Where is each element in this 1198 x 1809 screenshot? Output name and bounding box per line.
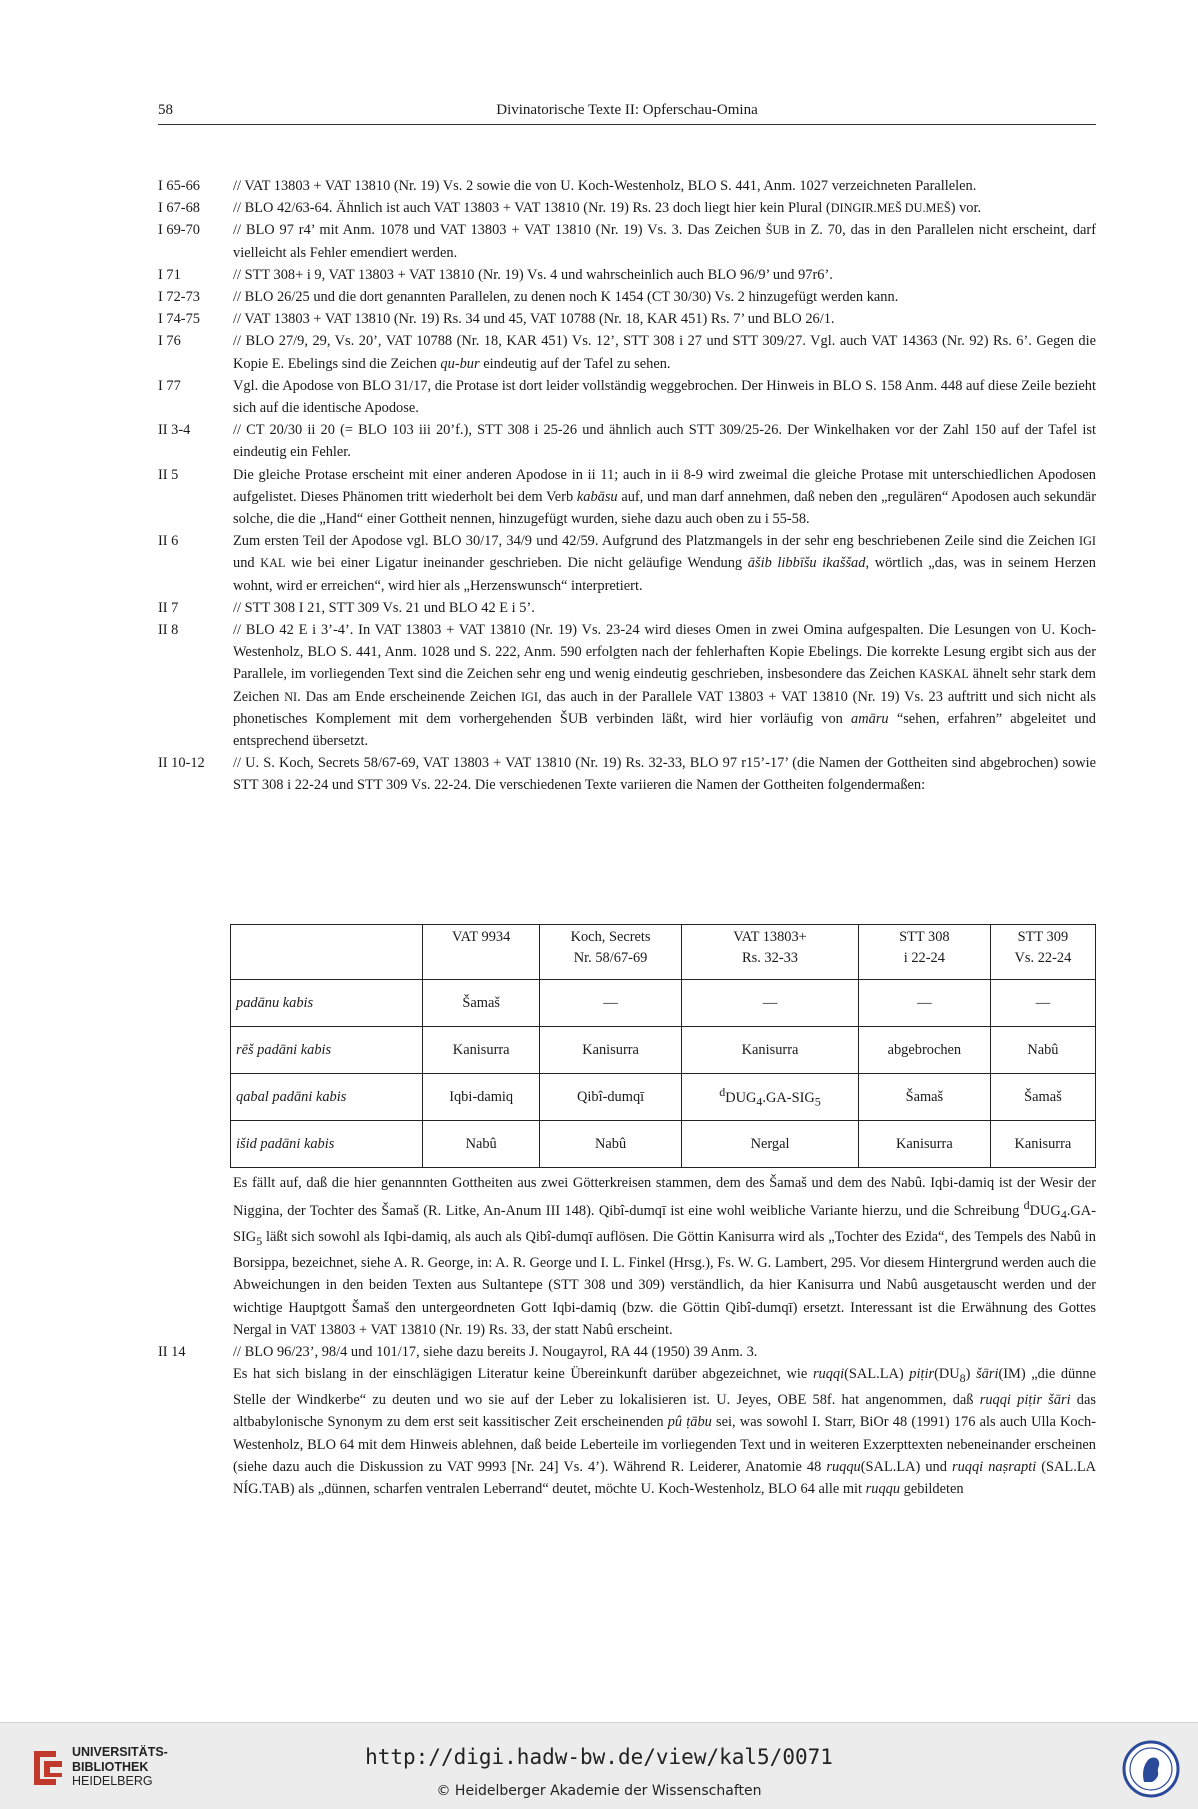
table-cell: $^dDUG_4.GA-SIG_5$	[682, 1074, 859, 1121]
entry-text: // STT 308 I 21, STT 309 Vs. 21 und BLO 42 E i 5’.	[233, 599, 535, 616]
table-row	[231, 980, 1096, 1027]
commentary-entry	[158, 308, 1096, 330]
table-cell: Nergal	[682, 1121, 859, 1168]
commentary-entry	[158, 219, 1096, 263]
entry-text: // VAT 13803 + VAT 13810 (Nr. 19) Rs. 34 und 45, VAT 10788 (Nr. 18, KAR 451) Rs. 7’ und BLO 26/1.	[233, 311, 835, 328]
running-title: Divinatorische Texte II: Opferschau-Omina	[496, 102, 758, 118]
table-cell: —	[539, 980, 681, 1027]
commentary-entry	[158, 264, 1096, 286]
digitization-footer	[0, 1722, 1198, 1809]
entry-reference: I 76	[158, 333, 181, 350]
entry-text: Die gleiche Protase erscheint mit einer anderen Apodose in ii 11; auch in ii 8-9 wird zweimal die gleiche Protase mit unterschiedlichen Apodosen aufgelistet. Dieses Phänomen tritt wiederholt bei dem Verb kabāsu auf, und man darf annehmen, daß neben den „regulären“ Apodosen auch sekundär solche, die die „Hand“ einer Gottheit nennen, hinzugefügt wurden, siehe dazu auch oben zu i 55-58.	[233, 466, 1096, 528]
table-cell: Kanisurra	[858, 1121, 990, 1168]
table-cell: Šamaš	[423, 980, 540, 1027]
table-cell: Nabû	[990, 1027, 1095, 1074]
commentary-entry	[158, 419, 1096, 463]
entry-text: // BLO 26/25 und die dort genannten Parallelen, zu denen noch K 1454 (CT 30/30) Vs. 2 hinzugefügt werden kann.	[233, 289, 899, 306]
commentary-entry	[158, 197, 1096, 219]
table-header-corner	[231, 925, 423, 980]
table-header-row	[231, 925, 1096, 980]
entry-reference: II 6	[158, 533, 179, 550]
table-cell: —	[682, 980, 859, 1027]
entry-reference: II 10-12	[158, 755, 205, 772]
table-header-cell: STT 308 i 22-24	[858, 925, 990, 980]
entry-reference: II 7	[158, 599, 179, 616]
entry-reference: I 65-66	[158, 178, 200, 194]
commentary-entry	[158, 175, 1096, 197]
commentary-entry	[158, 330, 1096, 374]
table-cell: Kanisurra	[682, 1027, 859, 1074]
commentary-entry	[158, 464, 1096, 531]
commentary-entry	[158, 752, 1096, 796]
entry-text: Vgl. die Apodose von BLO 31/17, die Protase ist dort leider vollständig weggebrochen. Der Hinweis in BLO S. 158 Anm. 448 auf diese Zeile bezieht sich auf die identische Apodose.	[233, 377, 1096, 417]
table-row-label: padānu kabis	[231, 980, 423, 1027]
entry-text: // BLO 42/63-64. Ähnlich ist auch VAT 13803 + VAT 13810 (Nr. 19) Rs. 23 doch liegt hier kein Plural (DINGIR.MEŠ DU.MEŠ) vor.	[233, 200, 982, 217]
table-body	[231, 980, 1096, 1168]
library-name-line-2: BIBLIOTHEK	[72, 1759, 149, 1774]
entry-text: // BLO 27/9, 29, Vs. 20’, VAT 10788 (Nr. 18, KAR 451) Vs. 12’, STT 308 i 27 und STT 309/27. Vgl. auch VAT 14363 (Nr. 92) Rs. 6’. Gegen die Kopie E. Ebelings sind die Zeichen qu-bur eindeutig auf der Tafel zu sehen.	[233, 333, 1096, 372]
table-row	[231, 1121, 1096, 1168]
table-cell: abgebrochen	[858, 1027, 990, 1074]
commentary-entry	[158, 530, 1096, 597]
table-cell: Qibî-dumqī	[539, 1074, 681, 1121]
entry-reference: I 69-70	[158, 222, 200, 239]
paragraph-after-table: Es fällt auf, daß die hier genannnten Gottheiten aus zwei Götterkreisen stammen, dem des Šamaš und dem des Nabû. Iqbi-damiq ist der Wesir der Niggina, der Tochter des Šamaš (R. Litke, An-Anum III 148). Qibî-dumqī ist eine wohl weibliche Variante hierzu, und die Schreibung $^dDUG_4.GA-SIG_5$ läßt sich sowohl als Iqbi-damiq, als auch als Qibî-dumqī auflösen. Die Göttin Kanisurra wird als „Tochter des Ezida“, des Tempels des Nabû in Borsippa, bezeichnet, siehe A. R. George, in: A. R. George und I. L. Finkel (Hrsg.), Fs. W. G. Lambert, 295. Vor diesem Hintergrund werden auch die Abweichungen in den beiden Texten aus Sultantepe (STT 308 und 309) verständlich, da hier Kanisurra und Nabû ausgetauscht werden und der wichtige Hauptgott Šamaš den untergeordneten Gott Iqbi-damiq (bzw. die Göttin Qibî-dumqī) ersetzt. Interessant ist die Erwähnung des Gottes Nergal in VAT 13803 + VAT 13810 (Nr. 19) Rs. 33, der statt Nabû erscheint.	[233, 1175, 1096, 1338]
table-cell: —	[858, 980, 990, 1027]
entry-text: Zum ersten Teil der Apodose vgl. BLO 30/17, 34/9 und 42/59. Aufgrund des Platzmangels in der sehr eng beschriebenen Zeile sind die Zeichen IGI und KAL wie bei einer Ligatur ineinander geschrieben. Die nicht geläufige Wendung āšib libbīšu ikaššad, wörtlich „das, was in seinem Herzen wohnt, wird er erreichen“, wird hier als „Herzenswunsch“ interpretiert.	[233, 533, 1096, 594]
entry-text	[233, 1341, 1096, 1500]
commentary-entries	[158, 175, 1096, 797]
table-cell: Šamaš	[990, 1074, 1095, 1121]
table-cell: Kanisurra	[539, 1027, 681, 1074]
table-cell: —	[990, 980, 1095, 1027]
table-cell: Nabû	[539, 1121, 681, 1168]
entry-reference: II 14	[158, 1343, 186, 1360]
entry-reference: I 77	[158, 377, 181, 394]
commentary-entry-ii14	[158, 1341, 1096, 1500]
entry-text: // BLO 97 r4’ mit Anm. 1078 und VAT 13803 + VAT 13810 (Nr. 19) Vs. 3. Das Zeichen ŠUB in Z. 70, das in den Parallelen nicht erscheint, darf vielleicht als Fehler emendiert werden.	[233, 222, 1096, 261]
entry-paragraph: Es hat sich bislang in der einschlägigen Literatur keine Übereinkunft darüber abgezeichnet, wie ruqqi(SAL.LA) $piṭir(DU_8)$ šāri(IM) „die dünne Stelle der Windkerbe“ zu deuten und wo sie auf der Leber zu lokalisieren ist. U. Jeyes, OBE 58f. hat angenommen, daß ruqqi piṭir šāri das altbabylonische Synonym zu dem erst seit kassitischer Zeit erscheinenden pû ṭābu sei, was sowohl I. Starr, BiOr 48 (1991) 176 als auch Ulla Koch-Westenholz, BLO 64 mit dem Hinweis ablehnen, daß beide Leberteile im vorliegenden Text und in weiteren Exzerpttexten nebeneinander erscheinen (siehe dazu auch die Diskussion zu VAT 9993 [Nr. 24] Vs. 4’). Während R. Leiderer, Anatomie 48 ruqqu(SAL.LA) und ruqqi naṣrapti (SAL.LA NÍG.TAB) als „dünnen, scharfen ventralen Leberrand“ deutet, möchte U. Koch-Westenholz, BLO 64 alle mit ruqqu gebildeten	[233, 1366, 1097, 1498]
commentary-entry	[158, 619, 1096, 752]
entry-reference: I 74-75	[158, 311, 200, 328]
table-cell: Kanisurra	[990, 1121, 1095, 1168]
academy-seal-icon	[1122, 1740, 1180, 1798]
table-row-label: rēš padāni kabis	[231, 1027, 423, 1074]
table-cell: Kanisurra	[423, 1027, 540, 1074]
gods-comparison-table	[230, 924, 1096, 1168]
entry-reference: II 8	[158, 622, 179, 639]
copyright-notice: © Heidelberger Akademie der Wissenschaften	[436, 1783, 762, 1799]
table-header-cell: VAT 13803+ Rs. 32-33	[682, 925, 859, 980]
table-cell: Nabû	[423, 1121, 540, 1168]
gods-table-wrapper	[230, 924, 1096, 1168]
entry-text: // CT 20/30 ii 20 (= BLO 103 iii 20’f.), STT 308 i 25-26 und ähnlich auch STT 309/25-26. Der Winkelhaken vor der Zahl 150 auf der Tafel ist eindeutig ein Fehler.	[233, 422, 1096, 461]
lower-text	[158, 1172, 1096, 1500]
table-header-cell: STT 309 Vs. 22-24	[990, 925, 1095, 980]
table-header-cell: Koch, Secrets Nr. 58/67-69	[539, 925, 681, 980]
entry-reference: II 3-4	[158, 422, 191, 439]
entry-text: // VAT 13803 + VAT 13810 (Nr. 19) Vs. 2 sowie die von U. Koch-Westenholz, BLO S. 441, Anm. 1027 verzeichneten Parallelen.	[233, 178, 977, 194]
running-header	[158, 102, 1096, 125]
library-name-line-1: UNIVERSITÄTS-	[72, 1745, 168, 1759]
table-header-cell: VAT 9934	[423, 925, 540, 980]
entry-reference: I 72-73	[158, 289, 200, 306]
table-cell: Iqbi-damiq	[423, 1074, 540, 1121]
entry-reference: I 67-68	[158, 200, 200, 217]
table-row	[231, 1027, 1096, 1074]
entry-text: // BLO 42 E i 3’-4’. In VAT 13803 + VAT 13810 (Nr. 19) Vs. 23-24 wird dieses Omen in zwei Omina aufgespalten. Die Lesungen von U. Koch-Westenholz, BLO S. 441, Anm. 1028 und S. 222, Anm. 590 erfolgten nach der fehlerhaften Kopie Ebelings. Die korrekte Lesung ergibt sich aus der Parallele, im vorliegenden Text sind die Zeichen sehr eng und wenig eindeutig geschrieben, insbesondere das Zeichen KASKAL ähnelt sehr stark dem Zeichen NI. Das am Ende erscheinende Zeichen IGI, das auch in der Parallele VAT 13803 + VAT 13810 (Nr. 19) Vs. 23 auftritt und sich nicht als phonetisches Komplement mit dem vorhergehenden ŠUB verbinden läßt, wird hier vorläufig von amāru “sehen, erfahren” abgeleitet und entsprechend übersetzt.	[233, 622, 1096, 750]
entry-text: // STT 308+ i 9, VAT 13803 + VAT 13810 (Nr. 19) Vs. 4 und wahrscheinlich auch BLO 96/9’ und 97r6’.	[233, 266, 833, 283]
page-number: 58	[158, 102, 173, 118]
table-row	[231, 1074, 1096, 1121]
commentary-entry	[158, 286, 1096, 308]
table-cell: Šamaš	[858, 1074, 990, 1121]
entry-first-line: // BLO 96/23’, 98/4 und 101/17, siehe dazu bereits J. Nougayrol, RA 44 (1950) 39 Anm. 3.	[233, 1343, 758, 1360]
commentary-entry	[158, 375, 1096, 419]
table-row-label: qabal padāni kabis	[231, 1074, 423, 1121]
entry-reference: II 5	[158, 466, 179, 483]
entry-reference: I 71	[158, 266, 181, 283]
table-row-label: išid padāni kabis	[231, 1121, 423, 1168]
library-name-line-3: HEIDELBERG	[72, 1774, 153, 1788]
commentary-entry	[158, 597, 1096, 619]
entry-text: // U. S. Koch, Secrets 58/67-69, VAT 13803 + VAT 13810 (Nr. 19) Rs. 32-33, BLO 97 r15’-17’ (die Namen der Gottheiten sind abgebrochen) sowie STT 308 i 22-24 und STT 309 Vs. 22-24. Die verschiedenen Texte variieren die Namen der Gottheiten folgendermaßen:	[233, 755, 1096, 794]
permalink-url[interactable]: http://digi.hadw-bw.de/view/kal5/0071	[365, 1745, 833, 1769]
